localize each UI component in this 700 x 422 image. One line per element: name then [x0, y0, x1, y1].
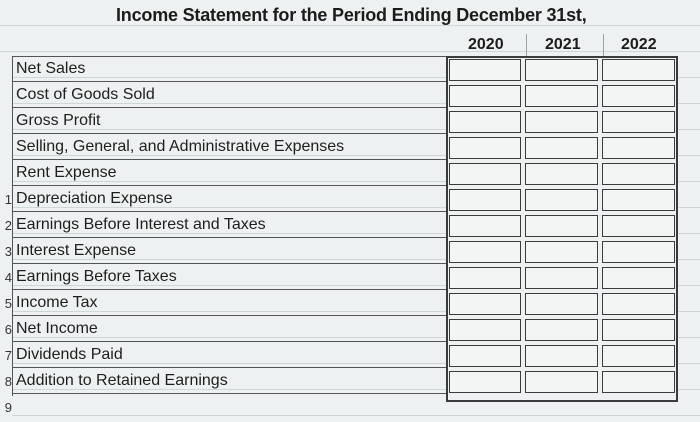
value-cell-2021[interactable]: [525, 319, 598, 341]
row-number: 3: [4, 244, 12, 259]
statement-row[interactable]: [12, 56, 446, 82]
row-label: Earnings Before Taxes: [16, 268, 177, 285]
row-label: Earnings Before Interest and Taxes: [16, 216, 266, 233]
statement-row[interactable]: [12, 342, 446, 368]
row-number: 8: [4, 374, 12, 389]
value-cell-2021[interactable]: [525, 59, 598, 81]
statement-row[interactable]: [12, 108, 446, 134]
title-text: Income Statement for the Period Ending December 31st,: [116, 5, 587, 25]
row-label: Depreciation Expense: [16, 190, 173, 207]
value-cell-2021[interactable]: [525, 189, 598, 211]
value-cell-2020[interactable]: [449, 371, 521, 393]
value-cell-2022[interactable]: [602, 319, 675, 341]
value-cell-2022[interactable]: [602, 111, 675, 133]
row-number: 6: [4, 322, 12, 337]
value-cell-2022[interactable]: [602, 163, 675, 185]
value-cell-2020[interactable]: [449, 85, 521, 107]
value-cell-2022[interactable]: [602, 189, 675, 211]
value-cell-2022[interactable]: [602, 241, 675, 263]
value-cell-2022[interactable]: [602, 267, 675, 289]
year-header-2021: 2021: [545, 36, 581, 53]
statement-row[interactable]: [12, 186, 446, 212]
row-number: 1: [4, 192, 12, 207]
row-label: Gross Profit: [16, 112, 101, 129]
row-label: Rent Expense: [16, 164, 117, 181]
row-label: Selling, General, and Administrative Expenses: [16, 138, 345, 155]
value-cell-2020[interactable]: [449, 163, 521, 185]
value-cell-2020[interactable]: [449, 189, 521, 211]
value-cell-2021[interactable]: [525, 215, 598, 237]
value-cell-2020[interactable]: [449, 215, 521, 237]
row-number: 9: [4, 400, 12, 415]
statement-row[interactable]: [12, 134, 446, 160]
statement-row[interactable]: [12, 316, 446, 342]
statement-row[interactable]: [12, 160, 446, 186]
row-number: 5: [4, 296, 12, 311]
value-cell-2022[interactable]: [602, 85, 675, 107]
row-label: Net Sales: [16, 60, 86, 77]
value-cell-2022[interactable]: [602, 345, 675, 367]
row-label: Net Income: [16, 320, 98, 337]
value-cell-2020[interactable]: [449, 293, 521, 315]
value-cell-2021[interactable]: [525, 371, 598, 393]
value-cell-2021[interactable]: [525, 85, 598, 107]
statement-row[interactable]: [12, 264, 446, 290]
value-cell-2020[interactable]: [449, 241, 521, 263]
header-divider: [526, 34, 527, 56]
value-cell-2021[interactable]: [525, 163, 598, 185]
value-cell-2022[interactable]: [602, 293, 675, 315]
row-number-column: [0, 56, 12, 422]
row-label: Income Tax: [16, 294, 98, 311]
value-cell-2020[interactable]: [449, 111, 521, 133]
value-cell-2022[interactable]: [602, 59, 675, 81]
value-cell-2021[interactable]: [525, 267, 598, 289]
value-cell-2020[interactable]: [449, 59, 521, 81]
value-cell-2021[interactable]: [525, 137, 598, 159]
value-cell-2022[interactable]: [602, 371, 675, 393]
statement-row[interactable]: [12, 368, 446, 394]
value-cell-2021[interactable]: [525, 345, 598, 367]
row-number: 2: [4, 218, 12, 233]
row-label: Interest Expense: [16, 242, 137, 259]
row-label: Cost of Goods Sold: [16, 86, 155, 103]
row-number: 4: [4, 270, 12, 285]
header-divider: [603, 34, 604, 56]
statement-row[interactable]: [12, 238, 446, 264]
value-cell-2021[interactable]: [525, 111, 598, 133]
year-header-2022: 2022: [621, 36, 657, 53]
value-cell-2020[interactable]: [449, 345, 521, 367]
year-header-2020: 2020: [468, 36, 504, 53]
statement-row[interactable]: [12, 82, 446, 108]
statement-row[interactable]: [12, 290, 446, 316]
value-cell-2022[interactable]: [602, 137, 675, 159]
row-label: Addition to Retained Earnings: [16, 372, 228, 389]
value-cell-2021[interactable]: [525, 241, 598, 263]
row-number: 7: [4, 348, 12, 363]
value-cell-2020[interactable]: [449, 137, 521, 159]
value-cell-2020[interactable]: [449, 319, 521, 341]
value-cell-2022[interactable]: [602, 215, 675, 237]
value-cell-2021[interactable]: [525, 293, 598, 315]
statement-row[interactable]: [12, 212, 446, 238]
row-label: Dividends Paid: [16, 346, 123, 363]
value-cell-2020[interactable]: [449, 267, 521, 289]
